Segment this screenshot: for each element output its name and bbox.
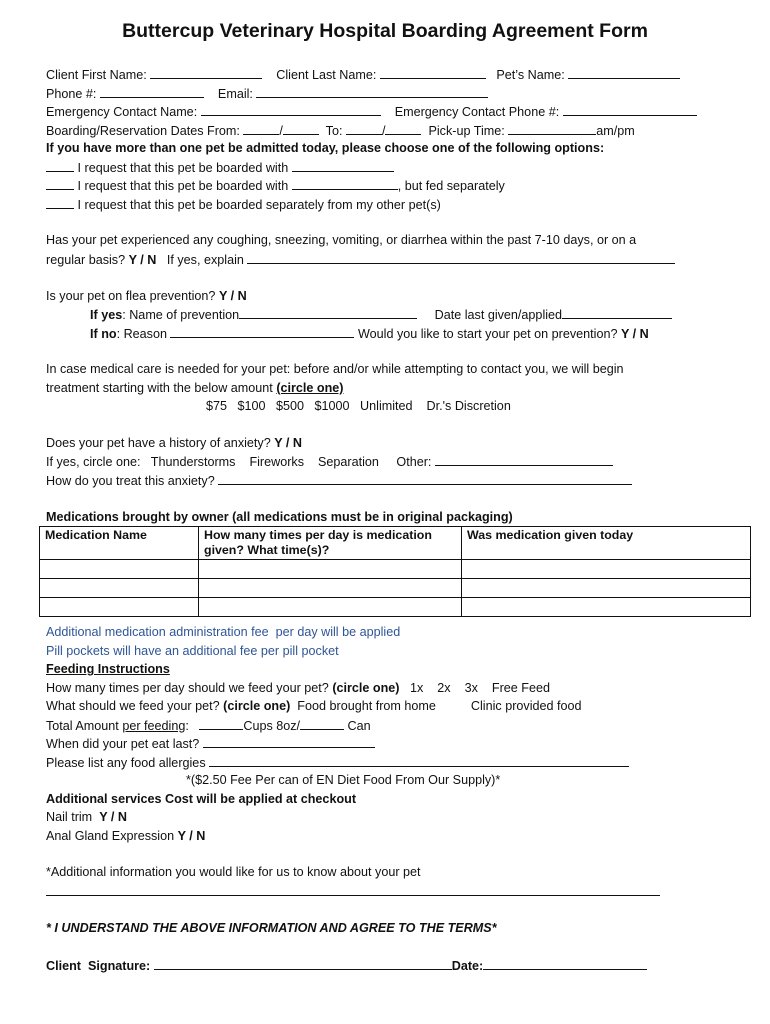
additional-info-field[interactable]	[46, 883, 660, 896]
multi-pet-heading: If you have more than one pet be admitted today, please choose one of the following options:	[46, 141, 605, 155]
feeding-amount-colon: :	[185, 719, 189, 733]
option-1-checkbox[interactable]	[46, 159, 74, 172]
feeding-times-question: How many times per day should we feed your pet?	[46, 681, 329, 695]
anxiety-question	[46, 435, 302, 451]
care-circle-one: (circle one)	[276, 381, 344, 395]
flea-start-question: Would you like to start your pet on prevention?	[357, 327, 618, 341]
times-per-day-header: How many times per day is medication given? What time(s)?	[199, 527, 462, 560]
client-signature-label: Client Signature:	[46, 959, 151, 973]
table-row	[40, 579, 751, 598]
dates-from-label: Boarding/Reservation Dates From:	[46, 124, 240, 138]
agreement-statement: * I UNDERSTAND THE ABOVE INFORMATION AND AGREE TO THE TERMS*	[46, 921, 497, 935]
given-today-header: Was medication given today	[462, 527, 751, 560]
flea-if-no-row	[90, 325, 649, 342]
flea-reason-label: : Reason	[116, 327, 167, 341]
phone-email-row	[46, 85, 488, 102]
multi-pet-option-3	[46, 196, 441, 213]
health-explain-field[interactable]	[247, 251, 675, 264]
multi-pet-option-1	[46, 159, 394, 176]
care-line-2	[46, 380, 344, 396]
table-row	[40, 560, 751, 579]
diet-food-fee-line: *($2.50 Fee Per can of EN Diet Food From Our Supply)*	[186, 773, 501, 787]
medication-fee-note: Additional medication administration fee per day will be applied	[46, 625, 401, 639]
option-3-label: I request that this pet be boarded separately from my other pet(s)	[77, 198, 441, 212]
flea-if-yes-row	[90, 306, 672, 323]
medications-heading: Medications brought by owner (all medications must be in original packaging)	[46, 510, 513, 524]
anxiety-circle-options[interactable]: If yes, circle one: Thunderstorms Fireworks Separation Other:	[46, 455, 432, 469]
feeding-last-row	[46, 735, 375, 752]
nail-trim-yn[interactable]: Y / N	[99, 810, 127, 824]
flea-date-label: Date last given/applied	[434, 308, 563, 322]
client-first-name-field[interactable]	[150, 66, 262, 79]
pickup-time-field[interactable]	[508, 122, 596, 135]
health-question-line-2	[46, 251, 675, 268]
email-label: Email:	[217, 87, 253, 101]
option-2-pet-field[interactable]	[292, 177, 398, 190]
option-1-pet-field[interactable]	[292, 159, 394, 172]
pet-name-field[interactable]	[568, 66, 680, 79]
feeding-food-row	[46, 698, 582, 714]
client-first-name-label: Client First Name:	[46, 68, 147, 82]
anxiety-yn[interactable]: Y / N	[274, 436, 302, 450]
form-title: Buttercup Veterinary Hospital Boarding Agreement Form	[122, 20, 648, 42]
cups-label: Cups 8oz/	[243, 719, 301, 733]
client-last-name-label: Client Last Name:	[276, 68, 377, 82]
dates-row: Boarding/Reservation Dates From: / To: / Pick-up Time: am/pm	[46, 124, 635, 138]
emergency-name-label: Emergency Contact Name:	[46, 105, 198, 119]
flea-prevention-name-label: : Name of prevention	[122, 308, 240, 322]
table-row	[40, 598, 751, 617]
flea-prevention-name-field[interactable]	[239, 306, 417, 319]
additional-info-row	[46, 883, 660, 900]
anal-gland-yn[interactable]: Y / N	[177, 829, 206, 843]
phone-label: Phone #:	[46, 87, 97, 101]
client-name-row	[46, 66, 680, 83]
anxiety-circle-row	[46, 453, 613, 470]
medications-header-row	[40, 527, 751, 560]
last-fed-label: When did your pet eat last?	[46, 737, 200, 751]
medication-name-cell[interactable]	[40, 598, 199, 617]
medication-name-cell[interactable]	[40, 579, 199, 598]
care-line-2-text: treatment starting with the below amount	[46, 381, 273, 395]
to-label: To:	[325, 124, 343, 138]
client-last-name-field[interactable]	[380, 66, 486, 79]
anxiety-question-text: Does your pet have a history of anxiety?	[46, 436, 271, 450]
signature-row	[46, 957, 647, 974]
nail-trim-label: Nail trim	[46, 810, 93, 824]
flea-if-yes-label: If yes	[90, 308, 123, 322]
feeding-times-row	[46, 680, 550, 696]
anal-gland-row	[46, 828, 205, 844]
times-per-day-cell[interactable]	[199, 579, 462, 598]
nail-trim-row	[46, 809, 127, 825]
anxiety-treat-field[interactable]	[218, 472, 632, 485]
ampm-label: am/pm	[596, 124, 635, 138]
health-explain-label: If yes, explain	[166, 253, 244, 267]
medication-name-header: Medication Name	[40, 527, 199, 560]
given-today-cell[interactable]	[462, 579, 751, 598]
flea-yn[interactable]: Y / N	[218, 289, 247, 303]
last-fed-field[interactable]	[203, 735, 375, 748]
food-allergies-field[interactable]	[209, 754, 629, 767]
health-question-line-1: Has your pet experienced any coughing, sneezing, vomiting, or diarrhea within the past 7-10 days, or on a	[46, 233, 637, 247]
feeding-food-question: What should we feed your pet?	[46, 699, 220, 713]
given-today-cell[interactable]	[462, 560, 751, 579]
option-2-label: I request that this pet be boarded with	[77, 179, 289, 193]
option-2-suffix: , but fed separately	[397, 179, 505, 193]
feeding-amount-label: Total Amount	[46, 719, 123, 733]
medications-table	[39, 526, 751, 617]
care-amount-options[interactable]: $75 $100 $500 $1000 Unlimited Dr.'s Discretion	[206, 399, 511, 413]
feeding-food-circle-one: (circle one)	[223, 699, 291, 713]
flea-start-yn[interactable]: Y / N	[620, 327, 649, 341]
times-per-day-cell[interactable]	[199, 598, 462, 617]
feeding-times-circle-one: (circle one)	[332, 681, 400, 695]
medication-name-cell[interactable]	[40, 560, 199, 579]
multi-pet-option-2	[46, 177, 505, 194]
health-yn[interactable]: Y / N	[128, 253, 157, 267]
emergency-phone-field[interactable]	[563, 103, 697, 116]
signature-date-field[interactable]	[483, 957, 647, 970]
option-2-checkbox[interactable]	[46, 177, 74, 190]
phone-field[interactable]	[100, 85, 204, 98]
care-line-1: In case medical care is needed for your pet: before and/or while attempting to contact you, we will begin	[46, 362, 624, 376]
from-day-field[interactable]	[283, 122, 319, 135]
flea-reason-field[interactable]	[170, 325, 354, 338]
signature-date-label: Date:	[451, 959, 484, 973]
feeding-heading: Feeding Instructions	[46, 662, 170, 676]
flea-date-field[interactable]	[562, 306, 672, 319]
anxiety-treat-row	[46, 472, 632, 489]
cans-field[interactable]	[300, 717, 344, 730]
to-day-field[interactable]	[385, 122, 421, 135]
feeding-food-options[interactable]: Food brought from home Clinic provided food	[290, 699, 582, 713]
client-signature-field[interactable]	[154, 957, 452, 970]
feeding-times-options[interactable]: 1x 2x 3x Free Feed	[399, 681, 550, 695]
times-per-day-cell[interactable]	[199, 560, 462, 579]
given-today-cell[interactable]	[462, 598, 751, 617]
option-1-label: I request that this pet be boarded with	[77, 161, 289, 175]
feeding-amount-row	[46, 717, 371, 734]
pickup-label: Pick-up Time:	[428, 124, 505, 138]
emergency-name-field[interactable]	[201, 103, 381, 116]
flea-question	[46, 288, 247, 304]
food-allergies-row	[46, 754, 629, 771]
pet-name-label: Pet’s Name:	[496, 68, 565, 82]
email-field[interactable]	[256, 85, 488, 98]
pill-pocket-note: Pill pockets will have an additional fee per pill pocket	[46, 644, 339, 658]
anxiety-other-field[interactable]	[435, 453, 613, 466]
anxiety-treat-label: How do you treat this anxiety?	[46, 474, 215, 488]
flea-if-no-label: If no	[90, 327, 117, 341]
per-feeding-label: per feeding	[122, 719, 186, 733]
from-month-field[interactable]	[243, 122, 279, 135]
anal-gland-label: Anal Gland Expression	[46, 829, 175, 843]
food-allergies-label: Please list any food allergies	[46, 756, 206, 770]
emergency-phone-label: Emergency Contact Phone #:	[394, 105, 560, 119]
cups-field[interactable]	[199, 717, 243, 730]
services-heading: Additional services Cost will be applied at checkout	[46, 792, 357, 806]
health-question-text: regular basis?	[46, 253, 126, 267]
flea-question-text: Is your pet on flea prevention?	[46, 289, 216, 303]
to-month-field[interactable]	[346, 122, 382, 135]
can-label: Can	[344, 719, 371, 733]
additional-info-label: *Additional information you would like for us to know about your pet	[46, 865, 421, 879]
emergency-row	[46, 103, 697, 120]
option-3-checkbox[interactable]	[46, 196, 74, 209]
